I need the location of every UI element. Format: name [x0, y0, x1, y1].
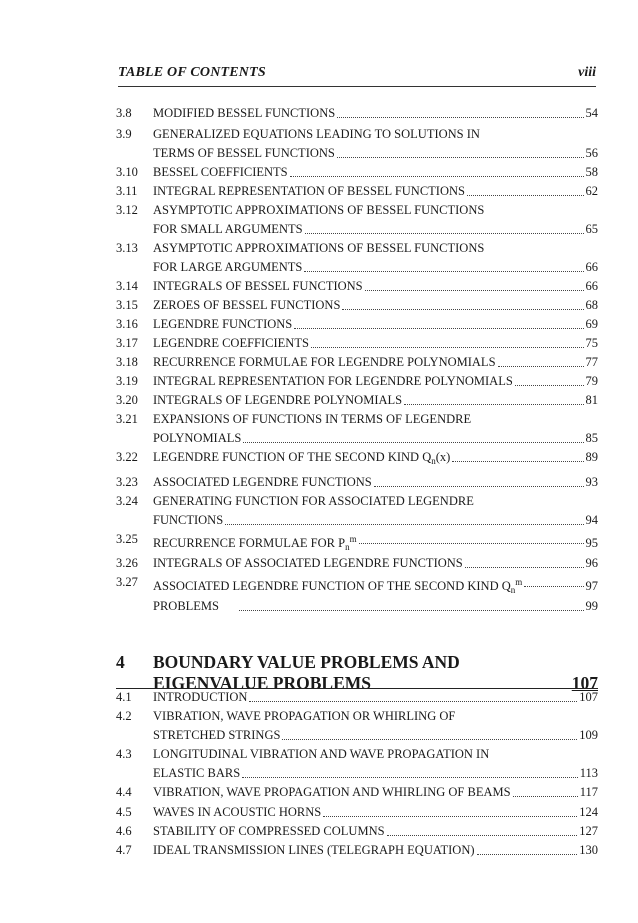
section-number: 3.11 [116, 184, 138, 198]
dot-leader [294, 328, 583, 329]
dot-leader [465, 567, 584, 568]
dot-leader [359, 543, 584, 544]
section-number: 3.12 [116, 203, 138, 217]
section-page: 130 [579, 843, 598, 857]
section-page: 93 [585, 475, 598, 489]
section-title: LEGENDRE FUNCTION OF THE SECOND KIND $Q_n(x)$ [153, 450, 451, 466]
dot-leader [290, 176, 584, 177]
section-title: INTEGRAL REPRESENTATION OF BESSEL FUNCTIONS [153, 184, 465, 198]
dot-leader [225, 524, 583, 525]
chapter-rule [116, 688, 598, 689]
section-number: 3.27 [116, 575, 138, 589]
section-title: ASYMPTOTIC APPROXIMATIONS OF BESSEL FUNCTIONS [153, 241, 485, 255]
dot-leader [467, 195, 584, 196]
dot-leader [304, 271, 583, 272]
section-page: 66 [585, 260, 598, 274]
section-number: 3.21 [116, 412, 138, 426]
section-page: 65 [585, 222, 598, 236]
dot-leader [239, 610, 584, 611]
section-title: EXPANSIONS OF FUNCTIONS IN TERMS OF LEGENDRE [153, 412, 472, 426]
section-page: 97 [585, 579, 598, 593]
dot-leader [513, 796, 578, 797]
section-title: INTRODUCTION [153, 690, 248, 704]
dot-leader [323, 816, 577, 817]
dot-leader [337, 117, 583, 118]
section-title: TERMS OF BESSEL FUNCTIONS [153, 146, 335, 160]
dot-leader [387, 835, 578, 836]
section-page: 58 [585, 165, 598, 179]
section-page: 95 [585, 536, 598, 550]
section-page: 96 [585, 556, 598, 570]
section-title: VIBRATION, WAVE PROPAGATION AND WHIRLING OF BEAMS [153, 785, 511, 799]
section-title: RECURRENCE FORMULAE FOR LEGENDRE POLYNOMIALS [153, 355, 496, 369]
section-page: 85 [585, 431, 598, 445]
section-title: VIBRATION, WAVE PROPAGATION OR WHIRLING OF [153, 709, 456, 723]
section-number: 3.19 [116, 374, 138, 388]
section-title: LONGITUDINAL VIBRATION AND WAVE PROPAGATION IN [153, 747, 490, 761]
section-title: GENERALIZED EQUATIONS LEADING TO SOLUTIONS IN [153, 127, 480, 141]
section-page: 54 [585, 106, 598, 120]
section-page: 109 [579, 728, 598, 742]
chapter-title-line-2: EIGENVALUE PROBLEMS [153, 673, 371, 693]
section-number: 4.5 [116, 805, 132, 819]
section-title: MODIFIED BESSEL FUNCTIONS [153, 106, 336, 120]
dot-leader [477, 854, 578, 855]
section-number: 3.13 [116, 241, 138, 255]
section-page: 107 [579, 690, 598, 704]
dot-leader [243, 442, 583, 443]
section-page: 75 [585, 336, 598, 350]
section-title: STRETCHED STRINGS [153, 728, 281, 742]
section-page: 66 [585, 279, 598, 293]
section-number: 3.25 [116, 532, 138, 546]
section-title: ELASTIC BARS [153, 766, 241, 780]
dot-leader [342, 309, 583, 310]
chapter-number: 4 [116, 652, 125, 672]
section-title: ASSOCIATED LEGENDRE FUNCTION OF THE SECOND KIND $Q_n^m$ [153, 577, 523, 595]
section-title: FOR SMALL ARGUMENTS [153, 222, 303, 236]
section-page: 79 [585, 374, 598, 388]
dot-leader [524, 586, 583, 587]
dot-leader [515, 385, 584, 386]
section-page: 89 [585, 450, 598, 464]
section-page: 56 [585, 146, 598, 160]
section-title: RECURRENCE FORMULAE FOR $P_n^m$ [153, 534, 357, 552]
section-number: 4.3 [116, 747, 132, 761]
section-title: LEGENDRE FUNCTIONS [153, 317, 293, 331]
dot-leader [311, 347, 584, 348]
dot-leader [242, 777, 578, 778]
section-title: WAVES IN ACOUSTIC HORNS [153, 805, 322, 819]
section-number: 4.4 [116, 785, 132, 799]
section-title: ZEROES OF BESSEL FUNCTIONS [153, 298, 341, 312]
section-page: 117 [579, 785, 598, 799]
section-number: 3.10 [116, 165, 138, 179]
section-title: LEGENDRE COEFFICIENTS [153, 336, 309, 350]
section-page: 94 [585, 513, 598, 527]
section-page: 77 [585, 355, 598, 369]
section-number: 4.2 [116, 709, 132, 723]
section-number: 3.17 [116, 336, 138, 350]
section-number: 3.23 [116, 475, 138, 489]
dot-leader [452, 461, 583, 462]
section-number: 4.7 [116, 843, 132, 857]
section-page: 124 [579, 805, 598, 819]
section-title: GENERATING FUNCTION FOR ASSOCIATED LEGENDRE [153, 494, 474, 508]
section-number: 3.14 [116, 279, 138, 293]
section-page: 68 [585, 298, 598, 312]
section-number: 3.9 [116, 127, 132, 141]
section-page: 99 [585, 599, 598, 613]
section-page: 113 [579, 766, 598, 780]
section-number: 3.18 [116, 355, 138, 369]
section-number: 4.6 [116, 824, 132, 838]
section-number: 3.24 [116, 494, 138, 508]
section-title: INTEGRALS OF LEGENDRE POLYNOMIALS [153, 393, 403, 407]
section-page: 69 [585, 317, 598, 331]
section-number: 3.8 [116, 106, 132, 120]
dot-leader [404, 404, 583, 405]
section-title: FUNCTIONS [153, 513, 224, 527]
section-title: ASYMPTOTIC APPROXIMATIONS OF BESSEL FUNCTIONS [153, 203, 485, 217]
running-header-title: TABLE OF CONTENTS [118, 65, 266, 80]
section-number: 3.20 [116, 393, 138, 407]
section-page: 62 [585, 184, 598, 198]
section-number: 3.26 [116, 556, 138, 570]
section-page: 127 [579, 824, 598, 838]
chapter-title-line-1: BOUNDARY VALUE PROBLEMS AND [153, 652, 460, 672]
dot-leader [374, 486, 584, 487]
section-page: 81 [585, 393, 598, 407]
section-number: 4.1 [116, 690, 132, 704]
section-title: IDEAL TRANSMISSION LINES (TELEGRAPH EQUATION) [153, 843, 475, 857]
dot-leader [249, 701, 577, 702]
chapter-page: 107 [571, 673, 598, 693]
section-title: INTEGRALS OF ASSOCIATED LEGENDRE FUNCTIONS [153, 556, 463, 570]
section-title: FOR LARGE ARGUMENTS [153, 260, 303, 274]
section-number: 3.15 [116, 298, 138, 312]
section-title: PROBLEMS [153, 599, 219, 613]
dot-leader [498, 366, 584, 367]
section-number: 3.16 [116, 317, 138, 331]
section-title: BESSEL COEFFICIENTS [153, 165, 288, 179]
section-title: POLYNOMIALS [153, 431, 242, 445]
dot-leader [337, 157, 584, 158]
dot-leader [305, 233, 584, 234]
dot-leader [282, 739, 577, 740]
page-number: viii [578, 65, 596, 80]
dot-leader [365, 290, 584, 291]
section-title: STABILITY OF COMPRESSED COLUMNS [153, 824, 385, 838]
section-title: INTEGRAL REPRESENTATION FOR LEGENDRE POLYNOMIALS [153, 374, 513, 388]
section-title: ASSOCIATED LEGENDRE FUNCTIONS [153, 475, 372, 489]
section-title: INTEGRALS OF BESSEL FUNCTIONS [153, 279, 363, 293]
section-number: 3.22 [116, 450, 138, 464]
